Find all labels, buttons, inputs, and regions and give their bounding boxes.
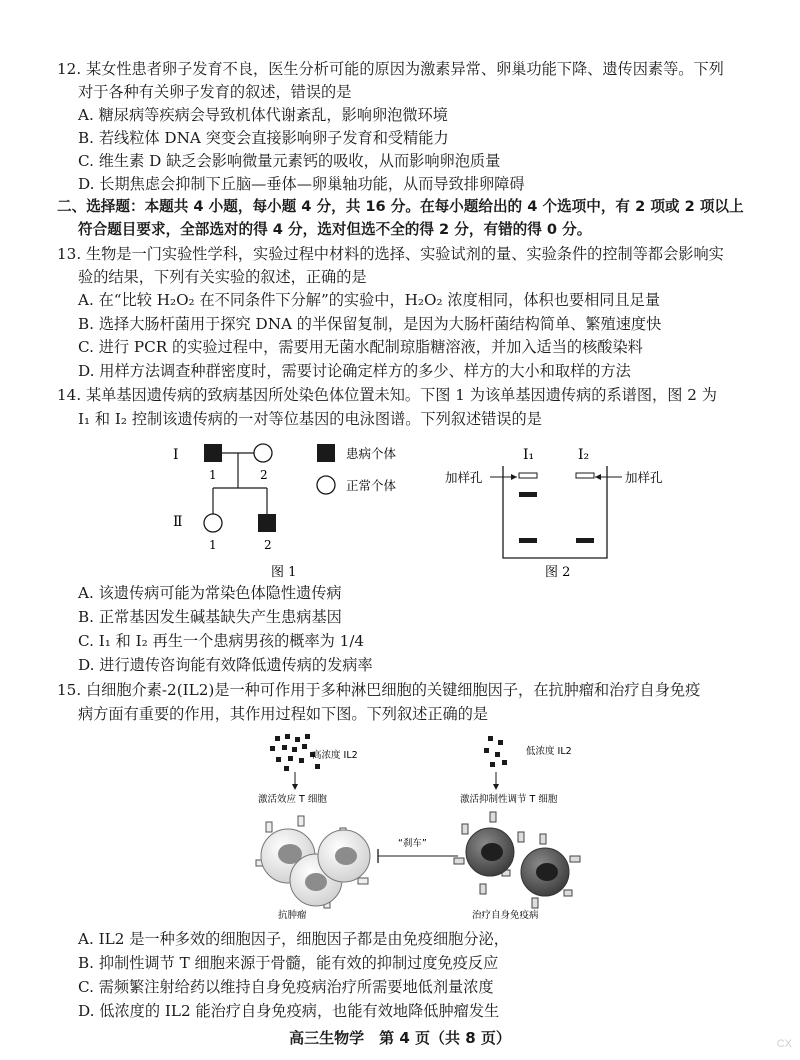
electrophoresis-figure — [445, 436, 685, 586]
q14-stem-line1: 14. 某单基因遗传病的致病基因所处染色体位置未知。下图 1 为该单基因遗传病的系谱图，图 2 为 — [57, 386, 717, 404]
gel-frame — [503, 466, 607, 558]
autoimmune-label: 治疗自身免疫病 — [472, 910, 539, 921]
section2-heading-line2: 符合题目要求，全部选对的得 4 分，选对但选不全的得 2 分，有错的得 0 分。 — [78, 221, 592, 238]
individual-I1-number: 1 — [209, 468, 217, 482]
q14-option-c: C. Ⅰ₁ 和 Ⅰ₂ 再生一个患病男孩的概率为 1/4 — [78, 632, 365, 650]
q15-option-a: A. IL2 是一种多效的细胞因子，细胞因子都是由免疫细胞分泌， — [78, 930, 509, 948]
q15-option-b: B. 抑制性调节 T 细胞来源于骨髓，能有效的抑制过度免疫反应 — [78, 954, 499, 972]
generation-1-label: Ⅰ — [173, 447, 179, 463]
page-footer: 高三生物学 第 4 页（共 8 页） — [289, 1029, 511, 1047]
regulatory-t-cells — [454, 812, 580, 908]
q14-option-b: B. 正常基因发生碱基缺失产生患病基因 — [78, 608, 342, 626]
lane1-label: Ⅰ₁ — [523, 447, 535, 463]
individual-I1-affected-male — [204, 444, 222, 462]
q14-option-a: A. 该遗传病可能为常染色体隐性遗传病 — [78, 584, 342, 602]
pedigree-figure — [160, 436, 450, 586]
legend-affected-label: 患病个体 — [346, 446, 397, 461]
individual-II1-normal-female — [204, 514, 222, 532]
well-lane1 — [519, 473, 537, 478]
brake-label: “刹车” — [398, 838, 427, 849]
low-il2-molecules — [484, 736, 507, 767]
well-label-left: 加样孔 — [445, 470, 483, 485]
q15-option-d: D. 低浓度的 IL2 能治疗自身免疫病，也能有效地降低肿瘤发生 — [78, 1002, 500, 1020]
legend-affected-icon — [317, 444, 335, 462]
arrow-down-left-head — [292, 784, 298, 790]
q12-stem-line2: 对于各种有关卵子发育的叙述，错误的是 — [78, 83, 352, 101]
arrow-right-head — [595, 474, 601, 480]
q15-stem-line1: 15. 白细胞介素-2(IL2)是一种可作用于多种淋巴细胞的关键细胞因子，在抗肿瘤和治疗自身免疫 — [57, 681, 701, 699]
section2-heading-line1: 二、选择题：本题共 4 小题，每小题 4 分，共 16 分。在每小题给出的 4 个选项中，有 2 项或 2 项以上 — [57, 198, 744, 215]
individual-I2-number: 2 — [260, 468, 268, 482]
q15-option-c: C. 需频繁注射给药以维持自身免疫病治疗所需要地低剂量浓度 — [78, 978, 494, 996]
figure1-caption: 图 1 — [271, 565, 297, 580]
anti-tumor-label: 抗肿瘤 — [278, 910, 307, 921]
il2-mechanism-figure — [240, 728, 620, 922]
arrow-left-head — [511, 474, 517, 480]
band-lane1-lower — [519, 538, 537, 543]
lane2-label: Ⅰ₂ — [578, 447, 590, 463]
q13-option-a: A. 在“比较 H₂O₂ 在不同条件下分解”的实验中，H₂O₂ 浓度相同，体积也要相同且足量 — [78, 291, 661, 309]
q12-stem-line1: 12. 某女性患者卵子发育不良，医生分析可能的原因为激素异常、卵巢功能下降、遗传因素等。下列 — [57, 60, 724, 78]
q12-option-c: C. 维生素 D 缺乏会影响微量元素钙的吸收，从而影响卵泡质量 — [78, 152, 501, 170]
q12-option-a: A. 糖尿病等疾病会导致机体代谢紊乱，影响卵泡微环境 — [78, 106, 448, 124]
band-lane2-lower — [576, 538, 594, 543]
q13-option-b: B. 选择大肠杆菌用于探究 DNA 的半保留复制，是因为大肠杆菌结构简单、繁殖速度快 — [78, 315, 662, 333]
individual-I2-normal-female — [254, 444, 272, 462]
generation-2-label: Ⅱ — [173, 514, 183, 530]
q13-option-d: D. 用样方法调查种群密度时，需要讨论确定样方的多少、样方的大小和取样的方法 — [78, 362, 631, 380]
q15-stem-line2: 病方面有重要的作用，其作用过程如下图。下列叙述正确的是 — [78, 705, 489, 723]
low-il2-label: 低浓度 IL2 — [526, 746, 572, 757]
corner-watermark: CX — [776, 1038, 792, 1050]
q14-stem-line2: Ⅰ₁ 和 Ⅰ₂ 控制该遗传病的一对等位基因的电泳图谱。下列叙述错误的是 — [78, 410, 542, 428]
q13-stem-line2: 验的结果，下列有关实验的叙述，正确的是 — [78, 268, 367, 286]
well-lane2 — [576, 473, 594, 478]
well-label-right: 加样孔 — [625, 470, 663, 485]
q12-option-b: B. 若线粒体 DNA 突变会直接影响卵子发育和受精能力 — [78, 129, 449, 147]
legend-normal-icon — [317, 476, 335, 494]
legend-normal-label: 正常个体 — [346, 478, 397, 493]
q13-stem-line1: 13. 生物是一门实验性学科，实验过程中材料的选择、实验试剂的量、实验条件的控制等都会影响实 — [57, 245, 724, 263]
high-il2-label: 高浓度 IL2 — [312, 750, 358, 761]
individual-II2-number: 2 — [264, 538, 272, 552]
effector-t-cells — [256, 816, 370, 908]
activate-suppressor-label: 激活抑制性调节 T 细胞 — [460, 794, 558, 805]
individual-II2-affected-male — [258, 514, 276, 532]
q13-option-c: C. 进行 PCR 的实验过程中，需要用无菌水配制琼脂糖溶液，并加入适当的核酸染料 — [78, 338, 643, 356]
activate-effector-label: 激活效应 T 细胞 — [258, 794, 327, 805]
q14-option-d: D. 进行遗传咨询能有效降低遗传病的发病率 — [78, 656, 373, 674]
arrow-down-right-head — [493, 784, 499, 790]
individual-II1-number: 1 — [209, 538, 217, 552]
band-lane1-upper — [519, 492, 537, 497]
q12-option-d: D. 长期焦虑会抑制下丘脑—垂体—卵巢轴功能，从而导致排卵障碍 — [78, 175, 525, 193]
figure2-caption: 图 2 — [545, 565, 571, 580]
